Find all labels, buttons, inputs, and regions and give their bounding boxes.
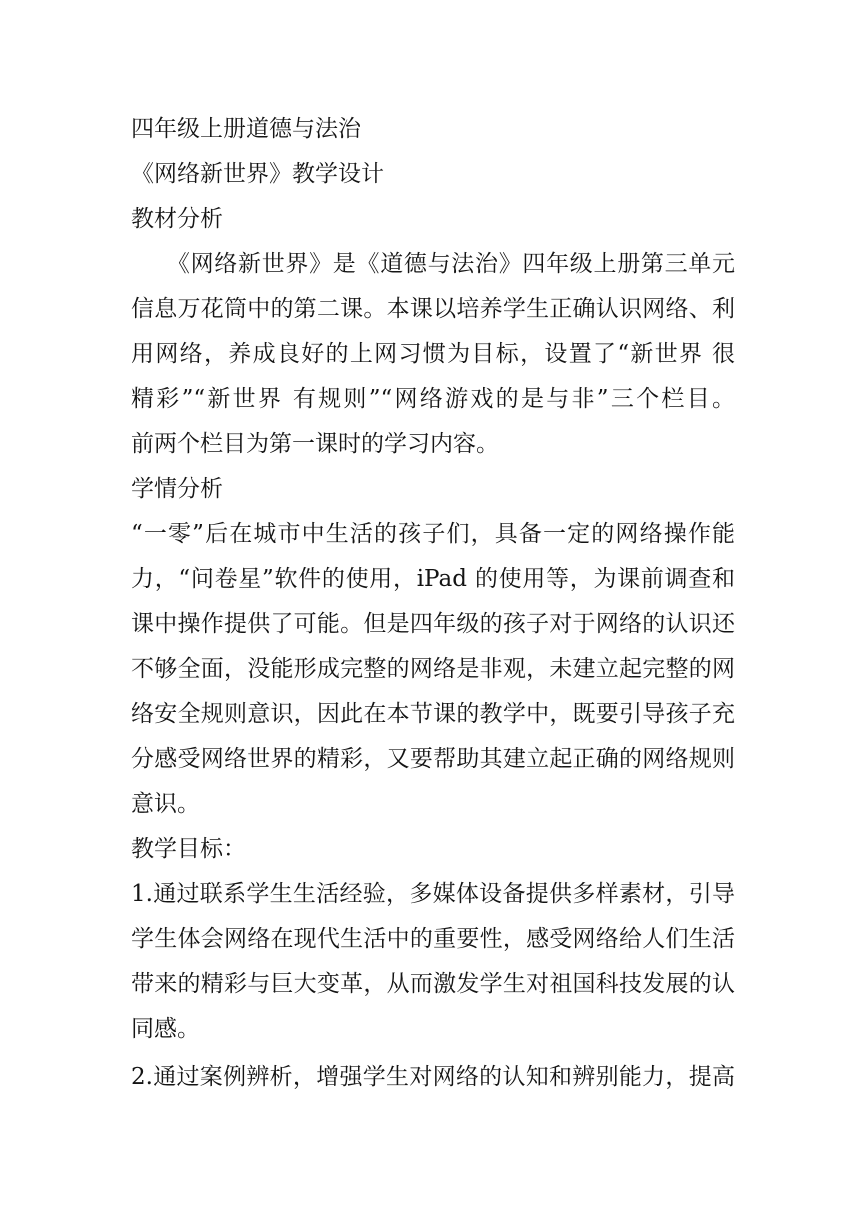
- paragraph-line: 络安全规则意识，因此在本节课的教学中，既要引导孩子充: [131, 701, 735, 727]
- section-heading-learner-analysis: 学情分析: [131, 476, 223, 502]
- paragraph-line: 课中操作提供了可能。但是四年级的孩子对于网络的认识还: [131, 611, 735, 637]
- objective-line: 2.通过案例辨析，增强学生对网络的认知和辨别能力，提高: [131, 1064, 735, 1090]
- objective-line: 同感。: [131, 1016, 200, 1042]
- paragraph-line: 精彩”“新世界 有规则”“网络游戏的是与非”三个栏目。: [131, 386, 735, 412]
- section-heading-textbook-analysis: 教材分析: [131, 206, 223, 232]
- document-body: [131, 107, 735, 1100]
- paragraph-line: 力，“问卷星”软件的使用，iPad 的使用等，为课前调查和: [131, 566, 735, 592]
- objective-line: 学生体会网络在现代生活中的重要性，感受网络给人们生活: [131, 926, 735, 952]
- paragraph-line: 信息万花筒中的第二课。本课以培养学生正确认识网络、利: [131, 296, 735, 322]
- objective-line: 带来的精彩与巨大变革，从而激发学生对祖国科技发展的认: [131, 971, 735, 997]
- paragraph-line: 不够全面，没能形成完整的网络是非观，未建立起完整的网: [131, 656, 735, 682]
- section-heading-teaching-objectives: 教学目标：: [131, 836, 246, 862]
- paragraph-line: “一零”后在城市中生活的孩子们，具备一定的网络操作能: [131, 521, 735, 547]
- paragraph-line: 用网络，养成良好的上网习惯为目标，设置了“新世界 很: [131, 341, 735, 367]
- paragraph-line: 意识。: [131, 791, 200, 817]
- paragraph-line: 《网络新世界》是《道德与法治》四年级上册第三单元: [131, 251, 735, 277]
- document-title: 四年级上册道德与法治: [131, 116, 361, 142]
- objective-line: 1.通过联系学生生活经验，多媒体设备提供多样素材，引导: [131, 881, 735, 907]
- paragraph-line: 分感受网络世界的精彩，又要帮助其建立起正确的网络规则: [131, 746, 735, 772]
- paragraph-line: 前两个栏目为第一课时的学习内容。: [131, 431, 499, 457]
- document-subtitle: 《网络新世界》教学设计: [131, 161, 384, 187]
